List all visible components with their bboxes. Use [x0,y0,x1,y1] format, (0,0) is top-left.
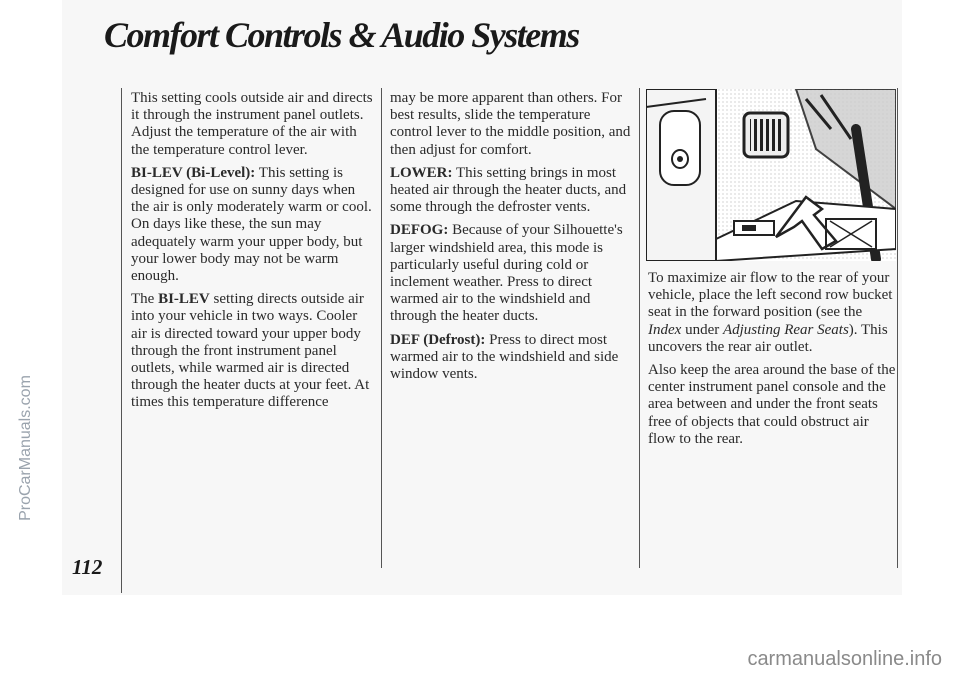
term-def-defrost: DEF (Defrost): [390,331,486,348]
rear-air-outlet-illustration [646,89,896,261]
footer-watermark: carmanualsonline.info [747,648,942,670]
text-column-1 [131,90,375,418]
column-rule-2 [639,88,640,568]
column-rule-3 [897,88,898,568]
index-reference: Index [648,321,682,338]
term-bilev-bilevel: BI-LEV (Bi-Level): [131,164,256,181]
page-title: Comfort Controls & Audio Systems [104,15,579,55]
paragraph: BI-LEV (Bi-Level): This setting is designed for use on sunny days when the air is only moderately warm or cool. On days like these, the sun may adequately warm your upper body, but your lower body may not be warm enough. [131,164,372,285]
left-margin-rule [121,88,122,593]
page-number: 112 [72,555,103,579]
paragraph: LOWER: This setting brings in most heated air through the heater ducts, and some through the defroster vents. [390,164,627,216]
text-column-3 [648,270,896,454]
paragraph: DEFOG: Because of your Silhouette's larger windshield area, this mode is particularly useful during cold or inclement weather. Press to direct warmed air to the windshield and through the heater ducts. [390,222,623,325]
paragraph: This setting cools outside air and directs it through the instrument panel outlets. Adjust the temperature of the air with the temperature control lever. [131,90,373,158]
adjusting-rear-seats-reference: Adjusting Rear Seats [722,321,849,338]
term-defog: DEFOG: [390,222,449,239]
text-column-2 [390,90,635,389]
paragraph: The BI-LEV setting directs outside air into your vehicle in two ways. Cooler air is directed toward your upper body through the front instrument panel outlets, while warmed air is directed through the heater ducts at your feet. At times this temperature difference [131,291,370,411]
column-rule-1 [381,88,382,568]
paragraph: DEF (Defrost): Press to direct most warmed air to the windshield and side window vents. [390,331,619,383]
paragraph: may be more apparent than others. For best results, slide the temperature control lever to the middle position, and then adjust for comfort. [390,90,631,158]
rear-air-outlet-icon [646,89,896,261]
term-bilev: BI-LEV [158,291,210,308]
side-watermark: ProCarManuals.com [17,375,34,521]
term-lower: LOWER: [390,164,453,181]
paragraph: To maximize air flow to the rear of your vehicle, place the left second row bucket seat in the forward position (see the Index under Adjusting Rear Seats). This uncovers the rear air outlet. [648,270,893,355]
paragraph: Also keep the area around the base of the center instrument panel console and the area between and under the front seats free of objects that could obstruct air flow to the rear. [648,362,896,447]
